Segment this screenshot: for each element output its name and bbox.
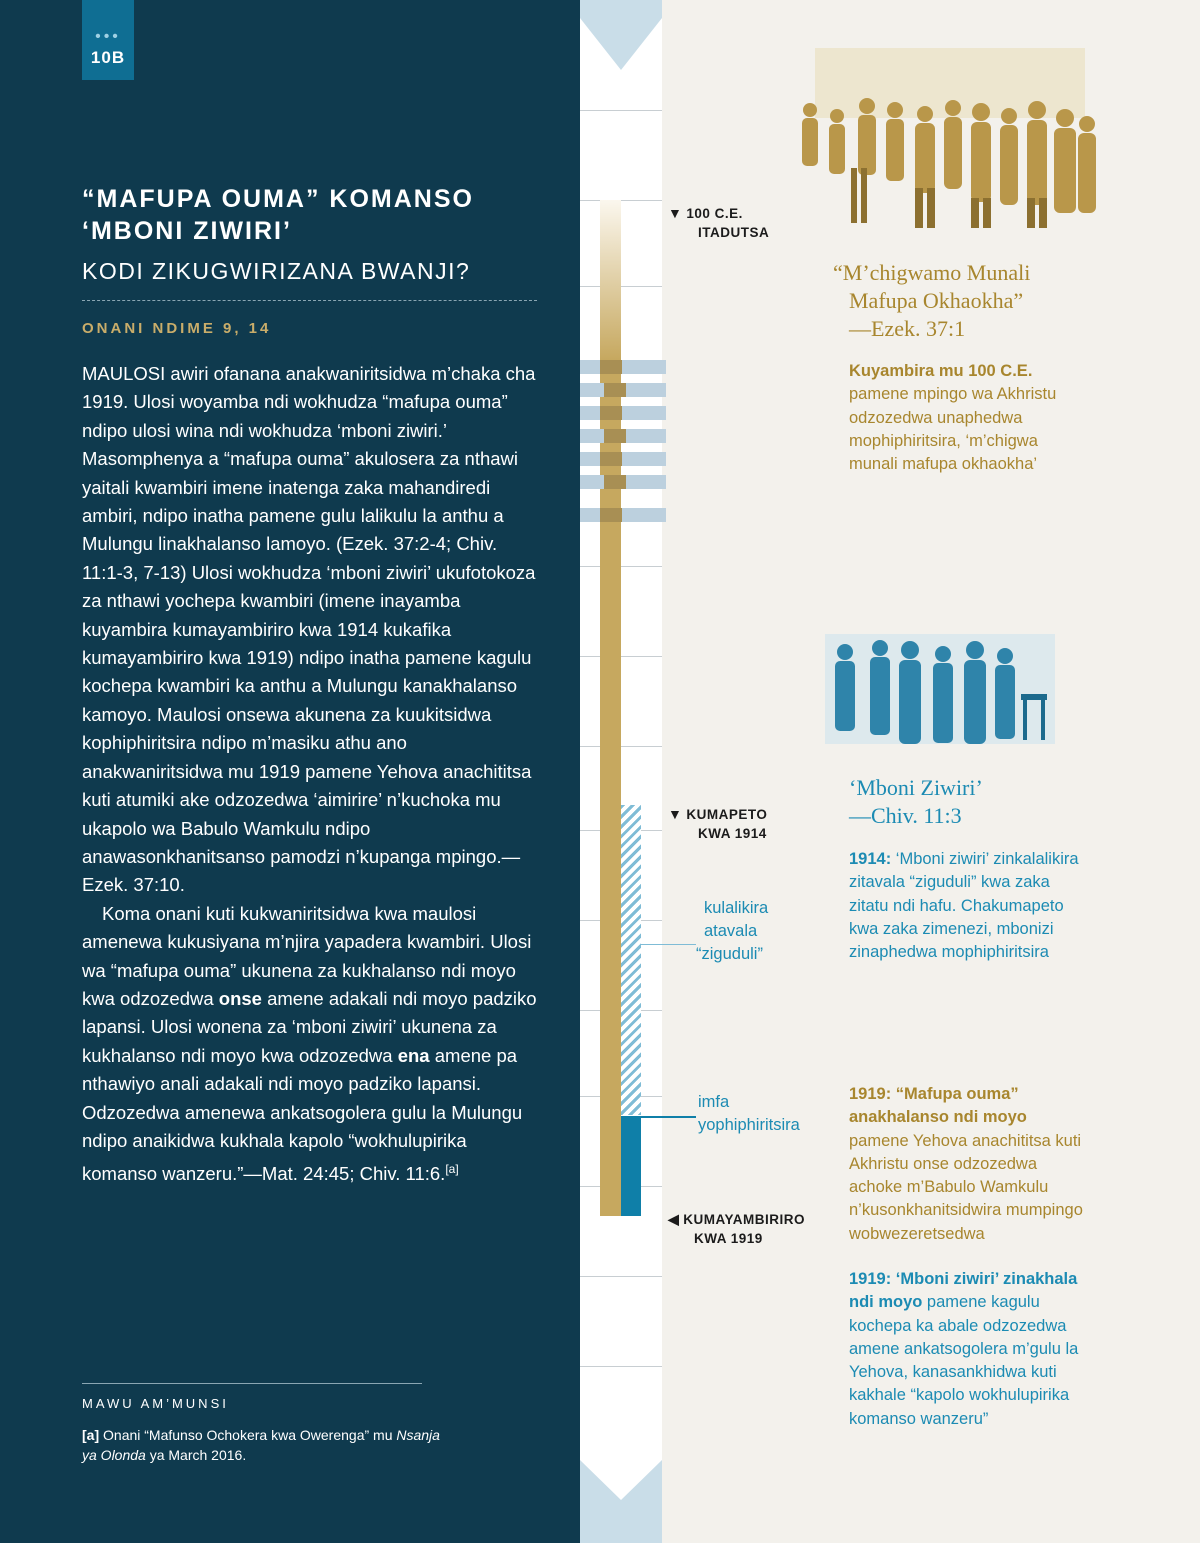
quote-line: —Ezek. 37:1 — [849, 316, 966, 341]
text: amene adakali ndi moyo padziko lapansi. Ulosi wonena za ‘mboni ziwiri’ ukunena za kukhalanso ndi moyo kwa odzozedwa — [82, 987, 537, 1066]
death-period-bar — [621, 1116, 641, 1216]
centuries-break — [580, 406, 666, 420]
timeline-strip — [580, 0, 662, 1543]
description-bold: 1914: — [849, 850, 892, 868]
marker-label: KWA 1919 — [694, 1231, 763, 1246]
page-title: “MAFUPA OUMA” KOMANSO ‘MBONI ZIWIRI’ — [82, 185, 474, 245]
footnote-link[interactable]: [a] — [445, 1162, 459, 1177]
quote-line: —Chiv. 11:3 — [849, 803, 962, 828]
label-line: kulalikira — [704, 899, 769, 917]
result-text: pamene kagulu kochepa ka abale odzozedwa amene ankatsogolera m’gulu la Yehova, kanasankhidwa kuti kakhale “kapolo wokhulupirika komanso wanzeru” — [849, 1293, 1079, 1428]
marker-1919 — [668, 1210, 805, 1248]
paragraph-2 — [82, 900, 537, 1189]
footnote-divider — [82, 1383, 422, 1384]
centuries-break — [580, 508, 666, 522]
marker-label: 100 C.E. — [686, 206, 743, 221]
result-bold: 1919: ‘Mboni ziwiri’ zinakhala ndi moyo — [849, 1270, 1078, 1312]
timeline-tick — [580, 656, 662, 657]
text: Onani “Mafunso Ochokera kwa Owerenga” mu — [99, 1427, 397, 1443]
centuries-break — [580, 360, 666, 374]
divider — [82, 300, 537, 301]
down-triangle-icon: ▼ — [668, 205, 683, 221]
result-witnesses — [849, 1268, 1089, 1431]
result-bold: 1919: “Mafupa ouma” anakhalanso ndi moyo — [849, 1085, 1027, 1127]
publication-title: Nsanja ya Olonda — [82, 1427, 440, 1463]
centuries-break — [580, 452, 666, 466]
bones-period-fade — [600, 200, 621, 360]
centuries-break — [580, 383, 666, 397]
label-line: “ziguduli” — [696, 945, 763, 963]
footnote-heading: MAWU AM’MUNSI — [82, 1396, 229, 1411]
paragraph-reference: ONANI NDIME 9, 14 — [82, 320, 272, 337]
left-triangle-icon: ◀ — [668, 1211, 680, 1227]
quote-line: ‘Mboni Ziwiri’ — [849, 775, 983, 800]
text: ya March 2016. — [145, 1447, 247, 1463]
text: Koma onani kuti kukwaniritsidwa kwa maulosi amenewa kukusiyana m’njira yapadera kwambiri. Ulosi wa “mafupa ouma” ukunena za kukhalanso ndi moyo kwa odzozedwa — [82, 902, 532, 1009]
bones-description — [849, 360, 1079, 476]
down-triangle-icon: ▼ — [668, 806, 683, 822]
timeline-tick — [580, 110, 662, 111]
result-text: pamene Yehova anachititsa kuti Akhristu onse odzozedwa achoke m’Babulo Wamkulu n’kusonkhanitsidwira mumpingo wobwezeretsedwa — [849, 1131, 1083, 1243]
text: amene pa nthawiyo anali adakali ndi moyo padziko lapansi. Odzozedwa amenewa ankatsogolera gulu la Mulungu ndipo anaikidwa kukhala kapolo “wokhulupirika komanso wanzeru.”—Mat. 24:45; Chiv. 11:6. — [82, 1044, 523, 1185]
result-bones — [849, 1083, 1089, 1246]
centuries-break — [580, 475, 666, 489]
timeline-tick — [580, 1276, 662, 1277]
witnesses-description — [849, 848, 1084, 964]
label-line: atavala — [704, 922, 758, 940]
label-line: yophiphiritsira — [698, 1116, 800, 1134]
timeline-tick — [580, 286, 662, 287]
quote-line: “M’chigwamo Munali — [833, 260, 1031, 285]
marker-label: KWA 1914 — [698, 826, 767, 841]
footnote-marker: [a] — [82, 1427, 100, 1443]
death-label — [698, 1091, 800, 1137]
death-connector — [641, 1116, 696, 1118]
bottom-chevron-icon — [580, 1460, 662, 1543]
paragraph-1: MAULOSI awiri ofanana anakwaniritsidwa m’chaka cha 1919. Ulosi woyamba ndi wokhudza “mafupa ouma” ndipo ulosi wina ndi wokhudza ‘mboni ziwiri.’ Masomphenya a “mafupa ouma” akulosera za nthawi yaitali kwambiri imene inatenga zaka mahandiredi ambiri, ndipo inatha pamene gulu lalikulu la anthu a Mulungu linakhalanso lamoyo. (Ezek. 37:2-4; Chiv. 11:1-3, 7-13) Ulosi wokhudza ‘mboni ziwiri’ ukufotokoza za nthawi yochepa kwambiri (imene inayamba kuyambira kumayambiriro kwa 1914 kukafika kumayambiriro kwa 1919) ndipo inatha pamene kagulu kochepa kwambiri ka anthu a Mulungu kanakhalanso kamoyo. Maulosi onsewa akunena za kuukitsidwa kophiphiritsira ndipo m’masiku athu ano anakwaniritsidwa mu 1919 pamene Yehova anachititsa kuti atumiki ake odzozedwa ‘aimirire’ n’kuchoka mu ukapolo wa Babulo Wamkulu ndipo anawasonkhanitsanso pamodzi n’kupanga mpingo.—Ezek. 37:10. — [82, 363, 536, 896]
timeline-tick — [580, 746, 662, 747]
footnote — [82, 1425, 442, 1465]
marker-label: ITADUTSA — [698, 225, 770, 240]
badge-dots: ••• — [95, 28, 121, 45]
preaching-period-bar — [621, 805, 641, 1115]
witnesses-illustration — [825, 634, 1055, 749]
description-text: ‘Mboni ziwiri’ zinkalalikira zitavala “ziguduli” kwa zaka zitatu ndi hafu. Chakumapeto kwa zaka zimenezi, mbonizi zinaphedwa mophiphiritsira — [849, 850, 1079, 962]
page-subtitle: KODI ZIKUGWIRIZANA BWANJI? — [82, 258, 471, 284]
timeline-tick — [580, 1366, 662, 1367]
marker-label: KUMAYAMBIRIRO — [683, 1212, 806, 1227]
bones-quote — [833, 259, 1030, 343]
timeline-tick — [580, 200, 662, 201]
article-body — [82, 360, 537, 1189]
description-text: pamene mpingo wa Akhristu odzozedwa unaphedwa mophiphiritsira, ‘m’chigwa munali mafupa okhaokha’ — [849, 385, 1057, 474]
timeline-tick — [580, 566, 662, 567]
marker-label: KUMAPETO — [686, 807, 768, 822]
preaching-connector — [641, 944, 696, 945]
page-badge — [82, 0, 134, 80]
crowd-illustration — [795, 48, 1100, 230]
marker-100ce — [668, 204, 769, 242]
description-bold: Kuyambira mu 100 C.E. — [849, 362, 1033, 380]
quote-line: Mafupa Okhaokha” — [849, 288, 1024, 313]
marker-1914 — [668, 805, 767, 843]
label-line: imfa — [698, 1093, 730, 1111]
emphasis: ena — [397, 1044, 430, 1066]
badge-number: 10B — [90, 48, 126, 67]
preaching-label — [696, 897, 769, 966]
top-chevron-icon — [580, 0, 662, 72]
emphasis: onse — [218, 987, 262, 1009]
centuries-break — [580, 429, 666, 443]
witnesses-quote — [849, 774, 983, 830]
